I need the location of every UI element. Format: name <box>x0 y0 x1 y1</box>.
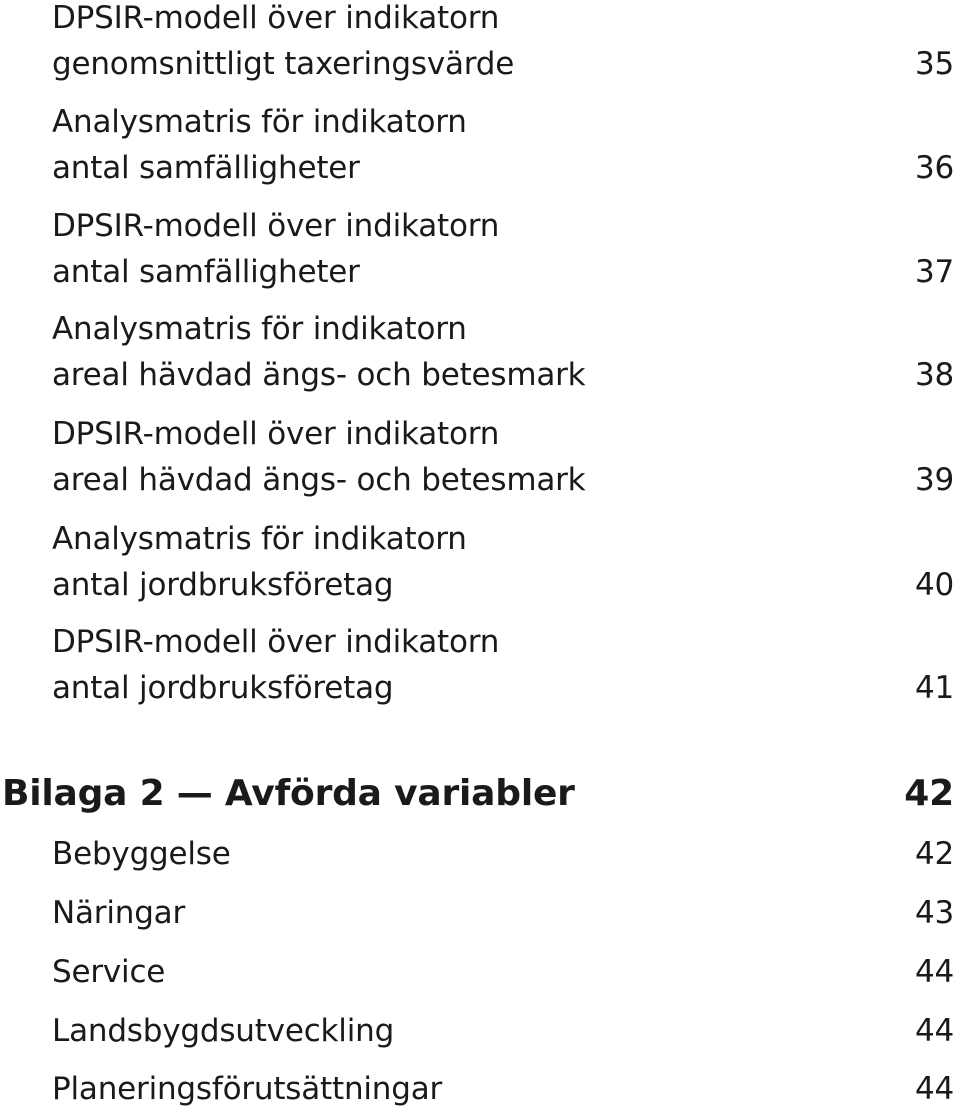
toc-entry <box>52 306 954 398</box>
toc-subentry-page: 42 <box>914 836 954 872</box>
toc-entry-line1: Analysmatris för indikatorn <box>52 104 467 140</box>
toc-entry-line2-row <box>52 145 954 191</box>
toc-subentry-label: Planeringsförutsättningar <box>52 1071 443 1107</box>
toc-entry-page: 41 <box>914 670 954 706</box>
section-heading <box>2 769 954 819</box>
toc-entry-line2-row <box>52 457 954 503</box>
toc-entry-line2-row <box>52 41 954 87</box>
toc-entry <box>52 619 954 711</box>
toc-entry-line1: Analysmatris för indikatorn <box>52 311 467 347</box>
toc-entry-page: 35 <box>914 46 954 82</box>
section-title: Bilaga 2 — Avförda variabler <box>2 773 575 814</box>
toc-subentry <box>52 831 954 877</box>
toc-subentry-page: 44 <box>914 954 954 990</box>
toc-entry-line2: antal samfälligheter <box>52 254 360 290</box>
toc-entry-line2: antal jordbruksföretag <box>52 670 394 706</box>
toc-subentry <box>52 949 954 995</box>
toc-entry-line1: DPSIR-modell över indikatorn <box>52 416 500 452</box>
toc-subentry-label: Näringar <box>52 895 186 931</box>
toc-entry-line1: DPSIR-modell över indikatorn <box>52 624 500 660</box>
toc-entry-page: 36 <box>914 150 954 186</box>
toc-entry-line2: areal hävdad ängs- och betesmark <box>52 462 586 498</box>
toc-subentry-page: 44 <box>914 1071 954 1107</box>
section-page: 42 <box>904 773 954 814</box>
toc-entry-line2-row <box>52 562 954 608</box>
toc-entry-line2: areal hävdad ängs- och betesmark <box>52 357 586 393</box>
toc-entry <box>52 203 954 295</box>
toc-entry-page: 38 <box>914 357 954 393</box>
toc-entry-line2: antal jordbruksföretag <box>52 567 394 603</box>
toc-entry <box>52 516 954 608</box>
toc-subentry <box>52 890 954 936</box>
toc-entry-line1: Analysmatris för indikatorn <box>52 521 467 557</box>
toc-entry <box>52 411 954 503</box>
toc-entry-page: 37 <box>914 254 954 290</box>
toc-entry-page: 39 <box>914 462 954 498</box>
toc-entry-line2: genomsnittligt taxeringsvärde <box>52 46 515 82</box>
toc-entry-line1: DPSIR-modell över indikatorn <box>52 0 500 36</box>
toc-entry-page: 40 <box>914 567 954 603</box>
toc-subentry-label: Service <box>52 954 166 990</box>
toc-entry-line2-row <box>52 249 954 295</box>
toc-subentry-label: Landsbygdsutveckling <box>52 1013 395 1049</box>
toc-subentry <box>52 1008 954 1054</box>
toc-entry-line2-row <box>52 352 954 398</box>
toc-subentry <box>52 1066 954 1112</box>
toc-entry-line2-row <box>52 665 954 711</box>
toc-entry <box>52 0 954 87</box>
toc-subentry-page: 43 <box>914 895 954 931</box>
toc-entry <box>52 99 954 191</box>
toc-entry-line1: DPSIR-modell över indikatorn <box>52 208 500 244</box>
toc-subentry-page: 44 <box>914 1013 954 1049</box>
toc-entry-line2: antal samfälligheter <box>52 150 360 186</box>
toc-subentry-label: Bebyggelse <box>52 836 231 872</box>
